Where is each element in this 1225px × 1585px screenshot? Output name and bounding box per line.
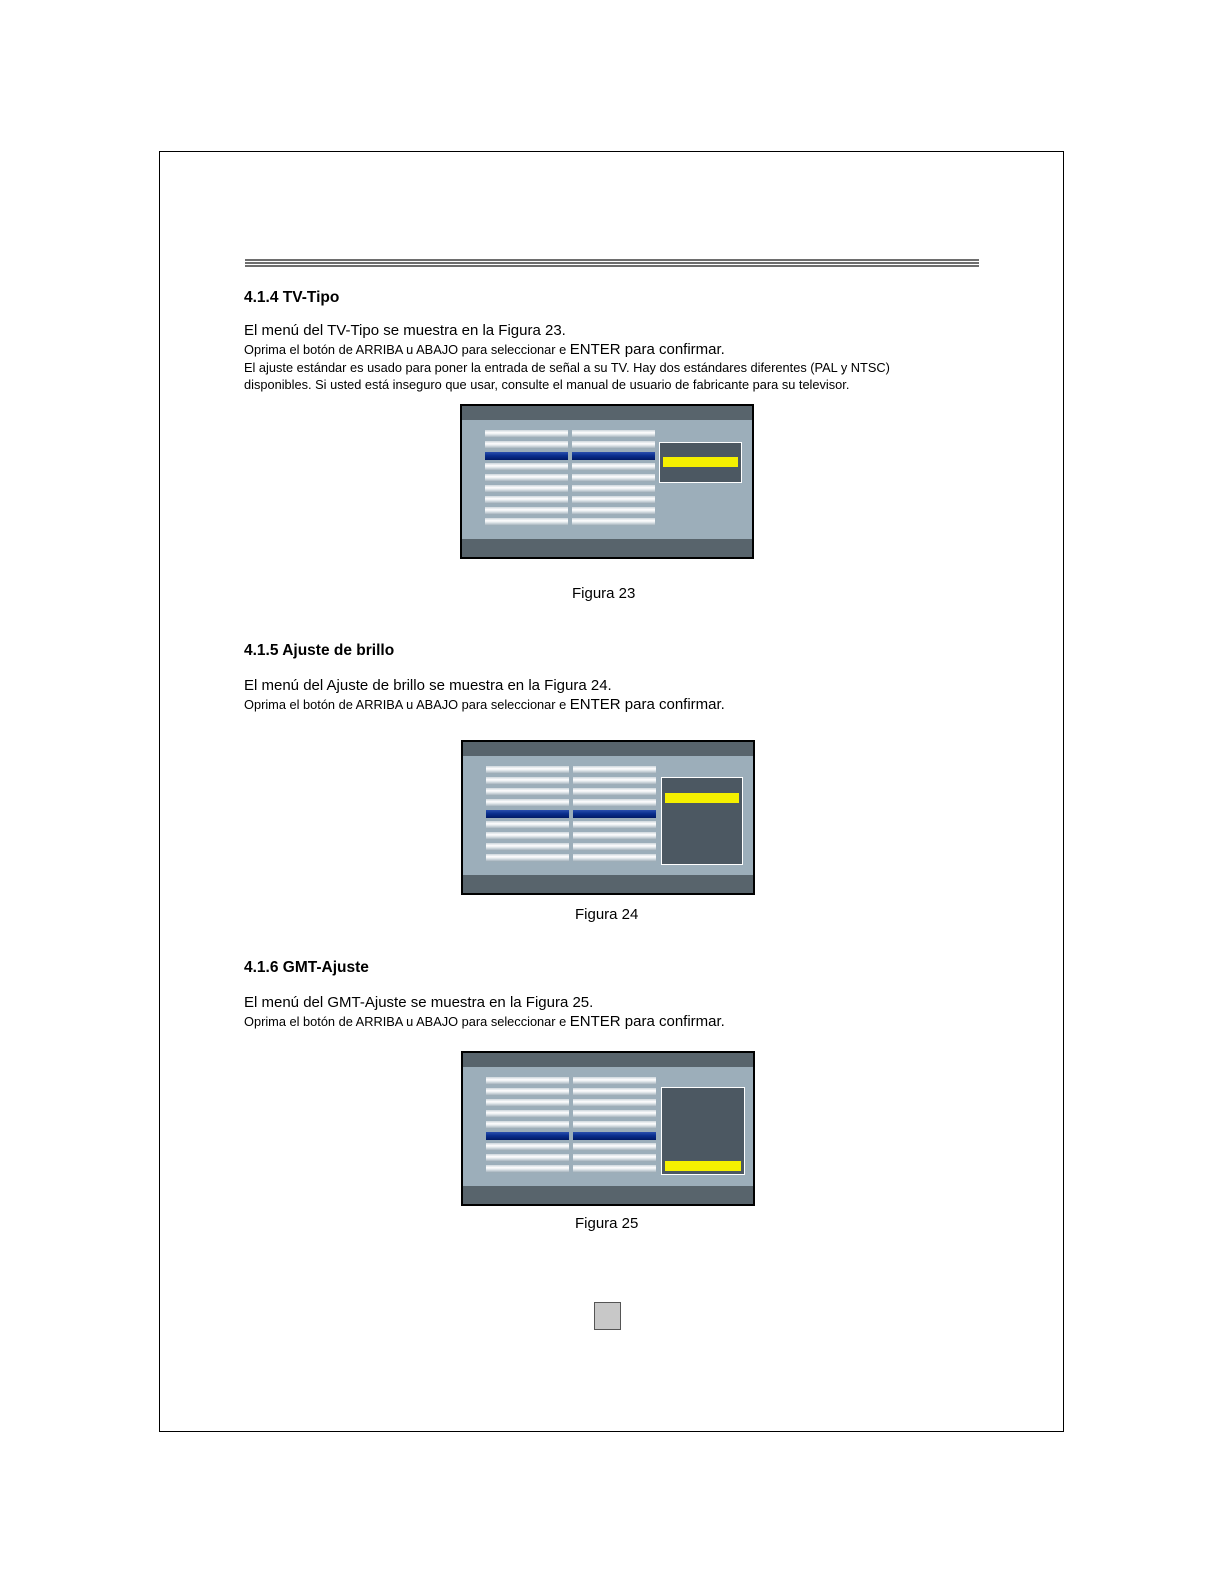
figure-24-caption: Figura 24 (575, 906, 639, 923)
highlighted-option (663, 457, 738, 467)
tv-tipo-extra-line-2: disponibles. Si usted está inseguro que usar, consulte el manual de usuario de fabricante para su televisor. (244, 377, 850, 392)
menu-title-bar (463, 1053, 753, 1067)
menu-column-right (573, 766, 656, 865)
gmt-ajuste-lead: El menú del GMT-Ajuste se muestra en la Figura 25. (244, 994, 594, 1011)
figure-25-caption: Figura 25 (575, 1215, 639, 1232)
gmt-ajuste-instruction (244, 1013, 725, 1030)
figure-24-tv-menu (461, 740, 755, 895)
header-rule (245, 259, 979, 269)
tv-tipo-instruction (244, 341, 725, 358)
options-popup (659, 442, 742, 483)
menu-help-bar (463, 875, 753, 893)
menu-help-bar (463, 1186, 753, 1204)
highlighted-option (665, 793, 739, 803)
options-popup (661, 1087, 745, 1175)
section-heading-ajuste-brillo: 4.1.5 Ajuste de brillo (244, 642, 395, 659)
instruction-text: Oprima el botón de ARRIBA u ABAJO para seleccionar e (244, 697, 570, 712)
tv-tipo-extra-line-1: El ajuste estándar es usado para poner la entrada de señal a su TV. Hay dos estándares diferentes (PAL y NTSC) (244, 360, 890, 375)
selected-row (573, 810, 656, 818)
ajuste-brillo-lead: El menú del Ajuste de brillo se muestra en la Figura 24. (244, 677, 612, 694)
instruction-enter: ENTER para confirmar. (569, 341, 725, 358)
ajuste-brillo-instruction (244, 696, 725, 713)
options-popup (661, 777, 743, 865)
figure-25-tv-menu (461, 1051, 755, 1206)
menu-help-bar (462, 539, 752, 557)
instruction-text: Oprima el botón de ARRIBA u ABAJO para seleccionar e (244, 342, 570, 357)
selected-row (572, 452, 655, 460)
instruction-enter: ENTER para confirmar. (569, 696, 725, 713)
menu-column-right (572, 430, 655, 529)
selected-row (573, 1132, 656, 1140)
selected-row (486, 810, 569, 818)
section-heading-gmt-ajuste: 4.1.6 GMT-Ajuste (244, 959, 369, 976)
selected-row (486, 1132, 569, 1140)
figure-23-caption: Figura 23 (572, 585, 636, 602)
menu-title-bar (462, 406, 752, 420)
selected-row (485, 452, 568, 460)
highlighted-option (665, 1161, 741, 1171)
menu-column-left (486, 1077, 569, 1176)
page-number-box (594, 1302, 621, 1330)
instruction-text: Oprima el botón de ARRIBA u ABAJO para seleccionar e (244, 1014, 570, 1029)
menu-column-left (486, 766, 569, 865)
figure-23-tv-menu (460, 404, 754, 559)
tv-tipo-lead: El menú del TV-Tipo se muestra en la Figura 23. (244, 322, 566, 339)
section-heading-tv-tipo: 4.1.4 TV-Tipo (244, 289, 340, 306)
instruction-enter: ENTER para confirmar. (569, 1013, 725, 1030)
menu-column-left (485, 430, 568, 529)
menu-title-bar (463, 742, 753, 756)
menu-column-right (573, 1077, 656, 1176)
